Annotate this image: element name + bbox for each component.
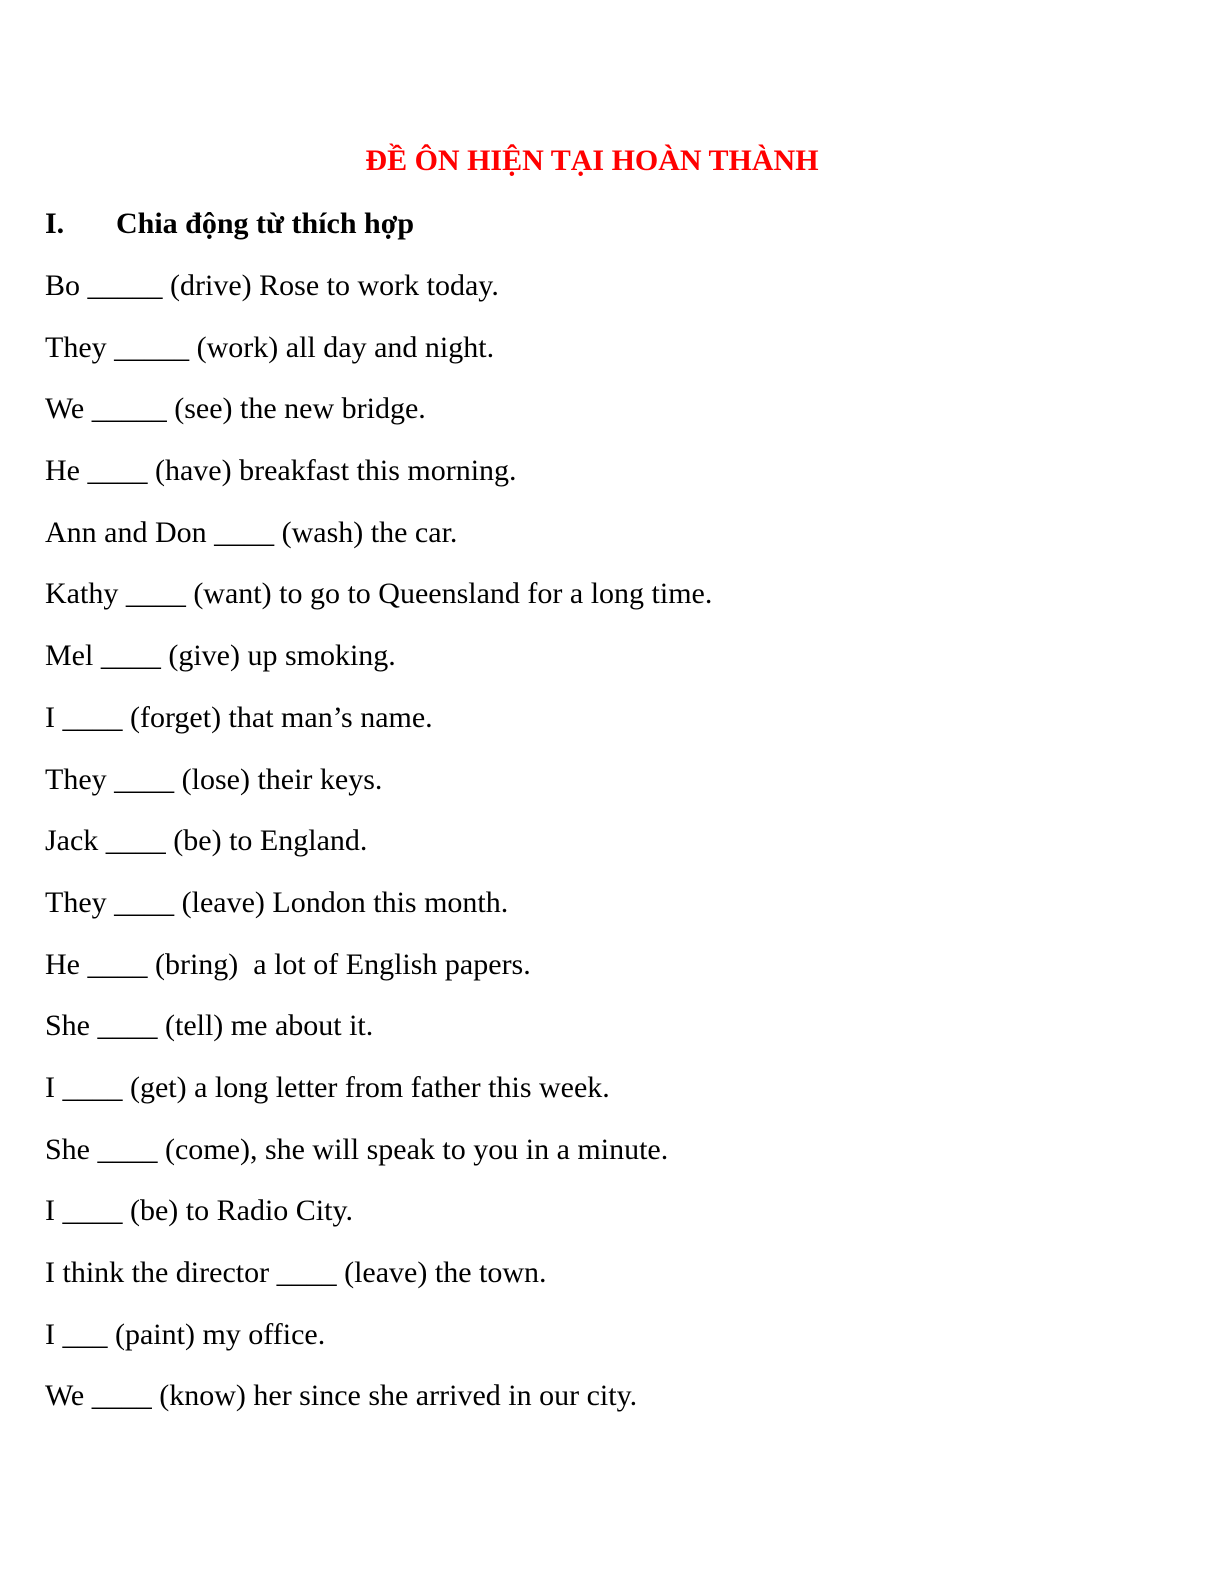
section-title: Chia động từ thích hợp [116,207,415,240]
exercise-sentence: I ____ (be) to Radio City. [45,1194,354,1228]
exercise-sentence: I ___ (paint) my office. [45,1317,326,1351]
section-number: I. [45,207,65,240]
exercise-sentence: They _____ (work) all day and night. [45,330,495,364]
exercise-sentence: Bo _____ (drive) Rose to work today. [45,269,499,302]
exercise-sentence: Ann and Don ____ (wash) the car. [45,515,458,549]
exercise-sentence: He ____ (bring) a lot of English papers. [45,947,531,981]
exercise-sentence: She ____ (come), she will speak to you in a minute. [45,1132,669,1166]
exercise-sentence: I ____ (get) a long letter from father this week. [45,1070,610,1104]
exercise-sentence: Jack ____ (be) to England. [45,824,368,858]
exercise-sentence: She ____ (tell) me about it. [45,1009,374,1043]
page-title: ĐỀ ÔN HIỆN TẠI HOÀN THÀNH [365,144,819,177]
exercise-sentence: They ____ (leave) London this month. [45,885,509,919]
exercise-list [45,266,712,1438]
exercise-sentence: We ____ (know) her since she arrived in our city. [45,1379,638,1413]
section-heading [45,204,414,244]
exercise-sentence: He ____ (have) breakfast this morning. [45,454,517,488]
exercise-sentence: Mel ____ (give) up smoking. [45,639,396,673]
exercise-sentence: I think the director ____ (leave) the town. [45,1256,547,1289]
exercise-sentence: Kathy ____ (want) to go to Queensland for a long time. [45,577,713,611]
exercise-sentence: We _____ (see) the new bridge. [45,392,426,426]
exercise-sentence: I ____ (forget) that man’s name. [45,700,433,734]
exercise-sentence: They ____ (lose) their keys. [45,762,383,796]
